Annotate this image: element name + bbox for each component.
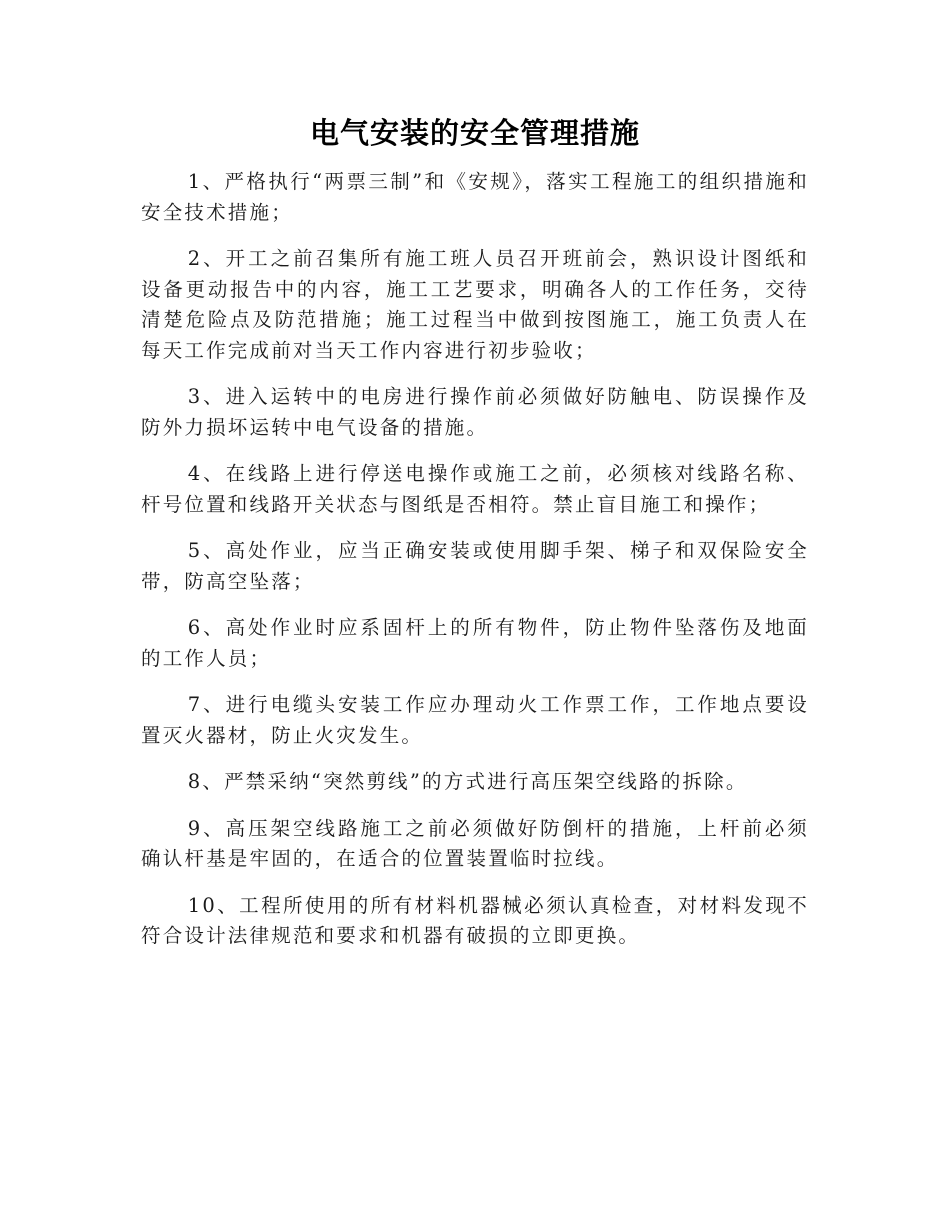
document-body — [141, 167, 809, 968]
paragraph-9: 9、高压架空线路施工之前必须做好防倒杆的措施，上杆前必须确认杆基是牢固的，在适合的位置装置临时拉线。 — [141, 816, 809, 870]
paragraph-5: 5、高处作业，应当正确安装或使用脚手架、梯子和双保险安全带，防高空坠落； — [141, 539, 809, 593]
paragraph-7: 7、进行电缆头安装工作应办理动火工作票工作，工作地点要设置灭火器材，防止火灾发生。 — [141, 693, 809, 747]
paragraph-6: 6、高处作业时应系固杆上的所有物件，防止物件坠落伤及地面的工作人员； — [141, 616, 809, 670]
paragraph-10: 10、工程所使用的所有材料机器械必须认真检查，对材料发现不符合设计法律规范和要求和机器有破损的立即更换。 — [141, 893, 809, 947]
paragraph-2: 2、开工之前召集所有施工班人员召开班前会，熟识设计图纸和设备更动报告中的内容，施工工艺要求，明确各人的工作任务，交待清楚危险点及防范措施；施工过程当中做到按图施工，施工负责人在每天工作完成前对当天工作内容进行初步验收； — [141, 247, 809, 362]
paragraph-1: 1、严格执行“两票三制”和《安规》，落实工程施工的组织措施和安全技术措施； — [141, 170, 809, 224]
paragraph-4: 4、在线路上进行停送电操作或施工之前，必须核对线路名称、杆号位置和线路开关状态与图纸是否相符。禁止盲目施工和操作； — [141, 462, 809, 516]
paragraph-8: 8、严禁采纳“突然剪线”的方式进行高压架空线路的拆除。 — [187, 770, 748, 793]
paragraph-3: 3、进入运转中的电房进行操作前必须做好防触电、防误操作及防外力损坏运转中电气设备的措施。 — [141, 385, 809, 439]
document-title: 电气安装的安全管理措施 — [309, 116, 640, 150]
